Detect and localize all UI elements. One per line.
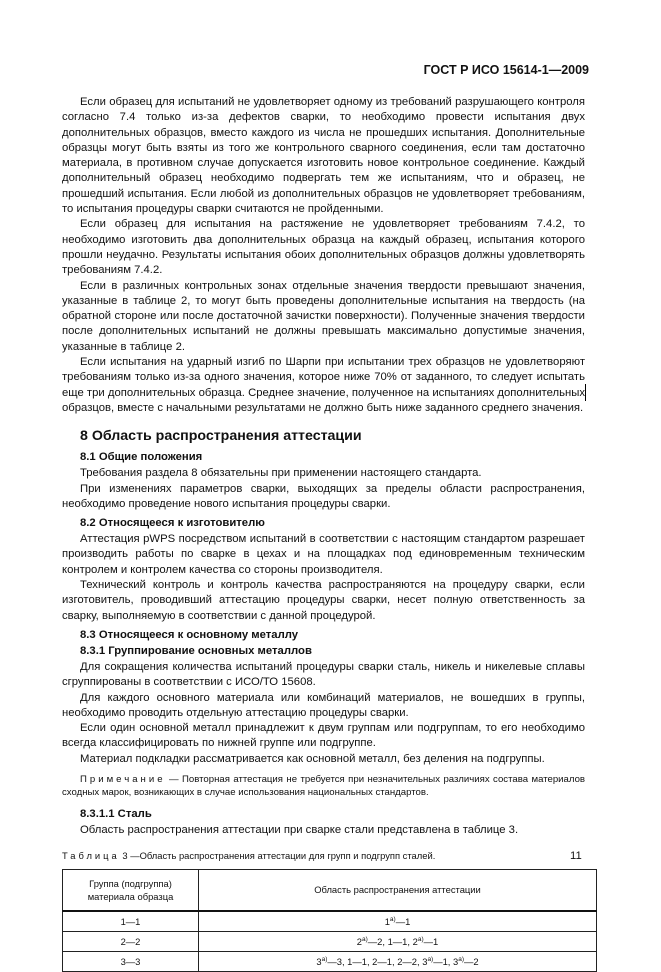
cell-scope [199,951,597,971]
cell-group: 1—1 [63,911,199,932]
note-label: Примечание [80,773,166,785]
paragraph: Для сокращения количества испытаний процедуры сварки сталь, никель и никелевые сплавы сгруппированы в соответствии с ИСО/ТО 15608. [62,660,585,689]
cell-group: 2—2 [63,931,199,951]
table-3 [62,869,597,972]
table-caption [62,848,585,863]
cell-scope [199,931,597,951]
table-caption-text: 3 —Область распространения аттестации для групп и подгрупп сталей. [119,850,436,862]
paragraph: Требования раздела 8 обязательны при применении настоящего стандарта. [80,467,482,480]
table-row [63,911,597,932]
footnote-ref: а) [362,935,368,943]
table-caption-label: Таблица [62,850,120,862]
paragraph: Аттестация pWPS посредством испытаний в соответствии с настоящим стандартом разрешает производить работы по сварке в цехах и на площадках под единовременным техническим контролем и контролем качества со стороны производителя. [62,533,585,576]
cell-scope [199,911,597,932]
footnote-ref: а) [389,915,396,923]
page-number: 11 [570,850,582,862]
cell-group: 3—3 [63,951,199,971]
note [62,773,585,799]
header-line: Группа (подгруппа) [89,877,172,889]
scope-text: —2, 1—1, 2 [367,935,418,947]
paragraph: Если испытания на ударный изгиб по Шарпи при испытании трех образцов не удовлетворяют требованиям только из-за одного значения, которое ниже 70% от заданного, то следует испытать еще три дополнительных образца. Среднее значение, полученное на испытаниях дополнительных образцов, вместе с начальными результатами не должно быть ниже заданного среднего значения. [62,356,585,414]
document-code: ГОСТ Р ИСО 15614-1—2009 [423,63,589,77]
subsection-heading: 8.1 Общие положения [80,451,203,464]
scope-text: 1 [384,915,390,927]
paragraph: Технический контроль и контроль качества распространяются на процедуру сварки, если изготовитель, проводивший аттестацию процедуры сварки, несет полную ответственность за сварку, выполняемую в соответствии с данной процедурой. [62,579,585,622]
subsection-heading: 8.2 Относящееся к изготовителю [80,517,265,530]
paragraph: Область распространения аттестации при сварке стали представлена в таблице 3. [80,823,519,836]
scope-text: —1 [423,935,439,947]
table-row [63,951,597,971]
table-row [63,931,597,951]
subsection-heading: 8.3.1 Группирование основных металлов [80,644,312,657]
scope-text: 2 [356,935,363,947]
footnote-ref: а) [458,955,465,963]
footnote-ref: а) [417,935,424,943]
subsection-heading: 8.3 Относящееся к основному металлу [80,628,299,641]
paragraph: Для каждого основного материала или комбинаций материалов, не вошедших в группы, необходимо проводить отдельную аттестацию процедуры сварки. [62,691,585,719]
scope-text: —2 [464,955,479,967]
section-heading: 8 Область распространения аттестации [80,428,362,445]
scope-text: —3, 1—1, 2—1, 2—2, 3 [327,955,428,967]
paragraph: Если в различных контрольных зонах отдельные значения твердости превышают значения, указанные в таблице 2, то могут быть проведены дополнительные испытания на твердость (на обратной стороне или после достаточной зачистки поверхности). Полученные значения твердости после дополнительных испытаний не должны превышать максимально допустимые значения, указанные в таблице 2. [62,279,585,353]
paragraph: Если образец для испытаний не удовлетворяет одному из требований разрушающего контроля согласно 7.4 только из-за дефектов сварки, то необходимо провести испытания двух дополнительных образцов, вместо каждого из числа не прошедших испытания. Дополнительные образцы могут быть взяты из того же контрольного сварного соединения, если там достаточно материала, в противном случае допускается изготовить новое контрольное соединение. Каждый дополнительный образец необходимо подвергать тем же испытаниям, что и образец, не прошедший испытания. Если любой из дополнительных образцов не удовлетворяет требованиям, то испытания процедуры сварки считаются не пройденными. [62,96,585,216]
paragraph: Если образец для испытания на растяжение не удовлетворяет требованиям 7.4.2, то необходимо изготовить два дополнительных образца на каждый образец, испытания которого прошли неудачно. Результаты испытания обоих дополнительных образцов должны удовлетворять требованиям 7.4.2. [62,218,585,277]
subsection-heading: 8.3.1.1 Сталь [80,807,152,820]
scope-text: —1, 3 [433,955,459,967]
page-body [62,95,585,972]
column-header-scope: Область распространения аттестации [199,869,597,911]
paragraph: Если один основной металл принадлежит к двум группам или подгруппам, то его необходимо всегда классифицировать по нижней группе или подгруппе. [62,722,585,750]
footnote-ref: а) [321,955,328,963]
paragraph: Материал подкладки рассматривается как основной металл, без деления на подгруппы. [80,752,545,765]
paragraph: При изменениях параметров сварки, выходящих за пределы области распространения, необходимо проведение нового испытания процедуры сварки. [62,482,585,510]
note-text: — Повторная аттестация не требуется при незначительных различиях состава материалов сходных марок, возникающих в случае использования национальных стандартов. [62,773,585,798]
scope-text: —1 [395,915,411,927]
scope-text: 3 [316,955,322,967]
header-line: материала образца [87,890,174,902]
footnote-ref: а) [427,955,434,963]
column-header-group [63,869,199,911]
text-cursor [585,384,586,401]
